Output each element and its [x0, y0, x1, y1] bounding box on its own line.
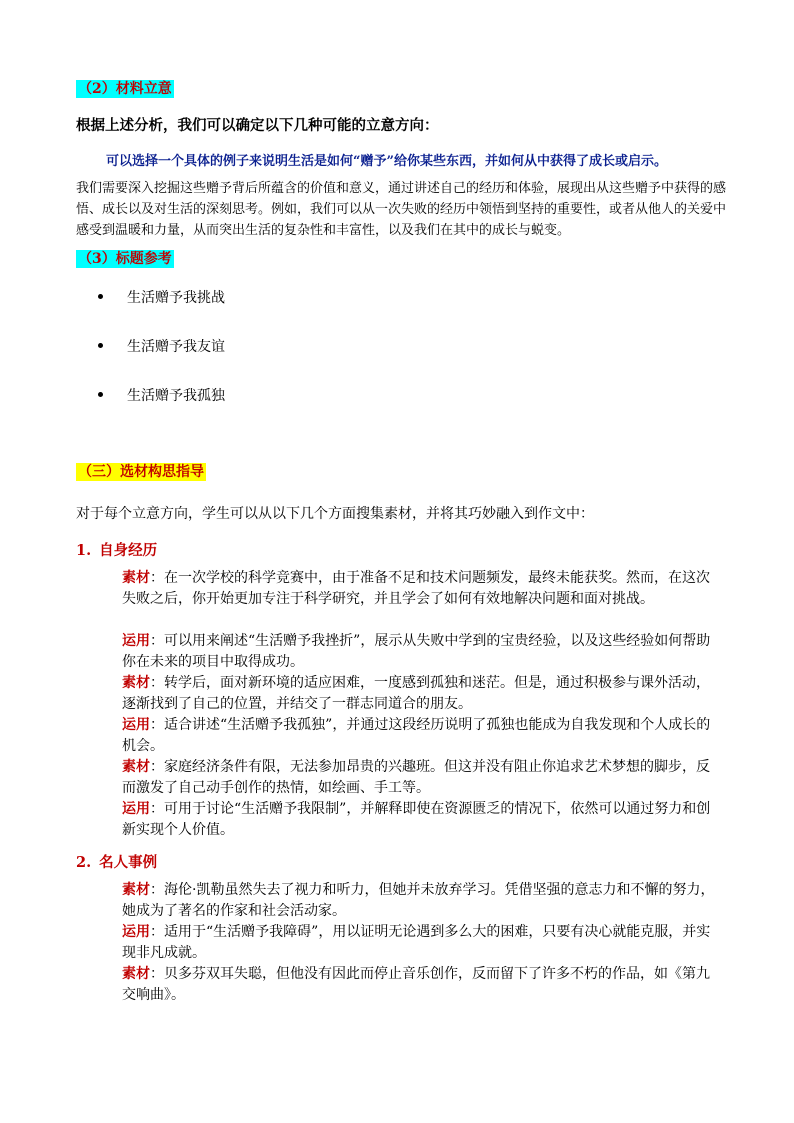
part-3-heading: （三）选材构思指导 [78, 464, 204, 480]
bullet-icon [98, 294, 103, 299]
group-1-item: 运用：可以用来阐述“生活赠予我挫折”，展示从失败中学到的宝贵经验，以及这些经验如何帮助你在未来的项目中取得成功。 [122, 633, 711, 670]
section-2-heading: （2）材料立意 [78, 81, 172, 97]
group-2-item: 素材：贝多芬双耳失聪，但他没有因此而停止音乐创作，反而留下了许多不朽的作品，如《第九交响曲》。 [122, 966, 710, 1003]
group-1-item: 素材：家庭经济条件有限，无法参加昂贵的兴趣班。但这并没有阻止你追求艺术梦想的脚步，反而激发了自己动手创作的热情，如绘画、手工等。 [122, 759, 710, 796]
section-3-heading: （3）标题参考 [78, 251, 172, 267]
group-1-item: 运用：适合讲述“生活赠予我孤独”，并通过这段经历说明了孤独也能成为自我发现和个人成长的机会。 [122, 717, 711, 754]
group-1-heading: 1. 自身经历 [76, 542, 158, 559]
group-1-item: 素材：在一次学校的科学竞赛中，由于准备不足和技术问题频发，最终未能获奖。然而，在这次失败之后，你开始更加专注于科学研究，并且学会了如何有效地解决问题和面对挑战。 [122, 570, 710, 607]
part-3-intro: 对于每个立意方向，学生可以从以下几个方面搜集素材，并将其巧妙融入到作文中： [76, 506, 594, 522]
title-list-item: 生活赠予我孤独 [98, 385, 225, 405]
group-2-heading: 2. 名人事例 [76, 854, 158, 871]
bullet-icon [98, 392, 103, 397]
section-2-intro: 根据上述分析，我们可以确定以下几种可能的立意方向： [76, 117, 439, 134]
title-list-item: 生活赠予我挑战 [98, 287, 225, 307]
section-2-highlight: 可以选择一个具体的例子来说明生活是如何“赠予”给你某些东西，并如何从中获得了成长或启示。 [106, 154, 667, 169]
title-list-item: 生活赠予我友谊 [98, 336, 225, 356]
section-2-paragraph: 我们需要深入挖掘这些赠予背后所蕴含的价值和意义，通过讲述自己的经历和体验，展现出从这些赠予中获得的感悟、成长以及对生活的深刻思考。例如，我们可以从一次失败的经历中领悟到坚持的重要性，或者从他人的关爱中感受到温暖和力量，从而突出生活的复杂性和丰富性，以及我们在其中的成长与蜕变。 [76, 181, 727, 238]
group-1-item: 运用：可用于讨论“生活赠予我限制”，并解释即使在资源匮乏的情况下，依然可以通过努力和创新实现个人价值。 [122, 801, 711, 838]
bullet-icon [98, 343, 103, 348]
group-2-item: 运用：适用于“生活赠予我障碍”，用以证明无论遇到多么大的困难，只要有决心就能克服，并实现非凡成就。 [122, 924, 711, 961]
group-1-item: 素材：转学后，面对新环境的适应困难，一度感到孤独和迷茫。但是，通过积极参与课外活动，逐渐找到了自己的位置，并结交了一群志同道合的朋友。 [122, 675, 710, 712]
group-2-item: 素材：海伦·凯勒虽然失去了视力和听力，但她并未放弃学习。凭借坚强的意志力和不懈的努力，她成为了著名的作家和社会活动家。 [122, 882, 715, 919]
